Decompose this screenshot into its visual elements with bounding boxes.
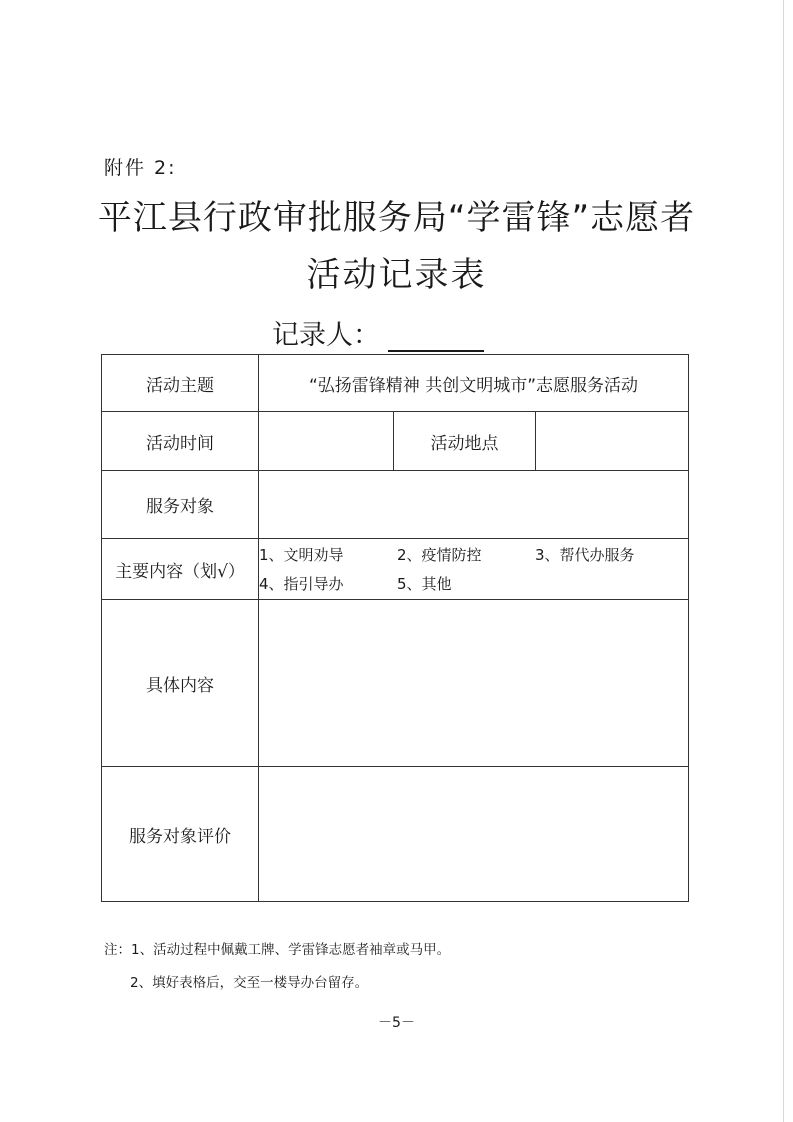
activity-record-table <box>101 354 689 902</box>
detail-label: 具体内容 <box>102 600 259 767</box>
theme-label: 活动主题 <box>102 355 259 412</box>
note-1: 注：1、活动过程中佩戴工牌、学雷锋志愿者袖章或马甲。 <box>104 942 451 958</box>
target-value-cell[interactable] <box>259 471 689 539</box>
place-label: 活动地点 <box>394 412 536 471</box>
option-agency-service[interactable]: 3、帮代办服务 <box>535 546 635 564</box>
table-row-time-place <box>102 412 689 471</box>
notes <box>104 934 450 1000</box>
attachment-label: 附件 2: <box>104 157 177 179</box>
target-label: 服务对象 <box>102 471 259 539</box>
table-row-target <box>102 471 689 539</box>
time-label: 活动时间 <box>102 412 259 471</box>
option-civilized-persuasion[interactable]: 1、文明劝导 <box>259 546 344 564</box>
table-row-theme <box>102 355 689 412</box>
document-title-line-1: 平江县行政审批服务局“学雷锋”志愿者 <box>97 198 696 238</box>
table-row-detail <box>102 600 689 767</box>
evaluation-label: 服务对象评价 <box>102 767 259 902</box>
content-options <box>259 539 689 600</box>
table-row-content <box>102 539 689 600</box>
recorder-label: 记录人： <box>272 320 380 351</box>
option-guidance[interactable]: 4、指引导办 <box>259 575 344 593</box>
page-number: －5－ <box>378 1015 415 1031</box>
detail-value-cell[interactable] <box>259 600 689 767</box>
option-epidemic-prevention[interactable]: 2、疫情防控 <box>397 546 482 564</box>
recorder-field <box>272 313 484 352</box>
option-other[interactable]: 5、其他 <box>397 575 452 593</box>
document-title-line-2: 活动记录表 <box>306 255 487 295</box>
evaluation-value-cell[interactable] <box>259 767 689 902</box>
theme-value: “弘扬雷锋精神 共创文明城市”志愿服务活动 <box>259 355 689 412</box>
time-value-cell[interactable] <box>259 412 394 471</box>
table-row-evaluation <box>102 767 689 902</box>
recorder-blank-line[interactable] <box>388 320 484 352</box>
content-label: 主要内容（划√） <box>102 539 259 600</box>
place-value-cell[interactable] <box>536 412 689 471</box>
page-edge-line <box>783 0 784 1122</box>
note-2: 2、填好表格后，交至一楼导办台留存。 <box>130 975 369 991</box>
